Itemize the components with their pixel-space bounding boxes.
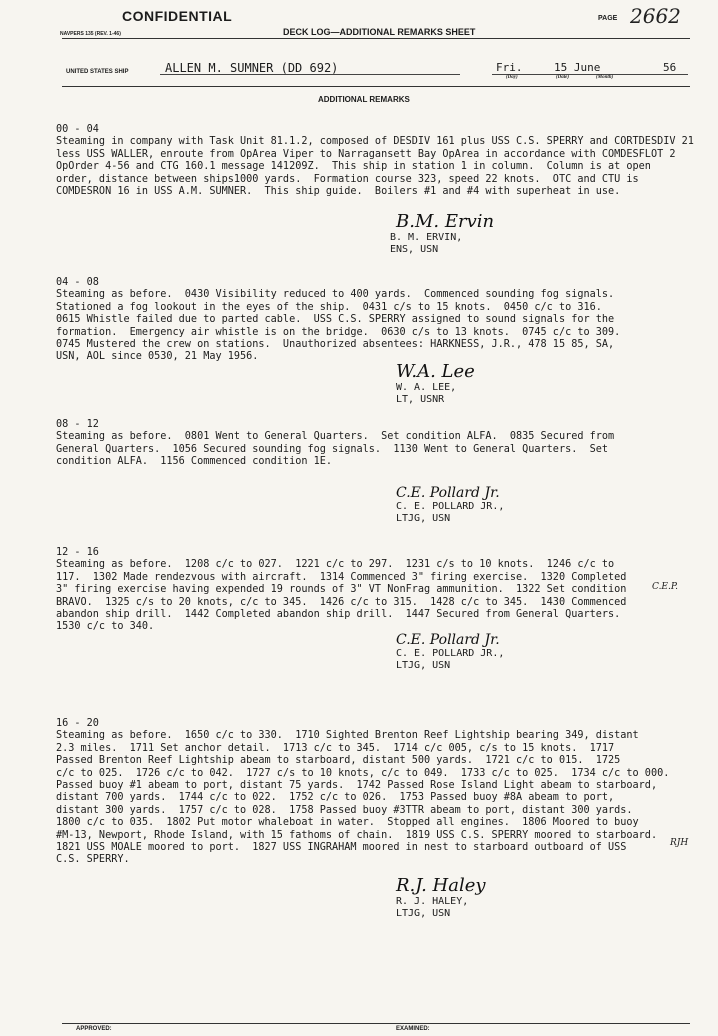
remark-line: Passed buoy #1 abeam to port, distant 75 yards. 1742 Passed Rose Island Light abeam to starboard, xyxy=(56,780,658,792)
page-number: 2662 xyxy=(630,4,681,28)
month-caption: (Month) xyxy=(596,75,614,80)
form-id: NAVPERS 135 (REV. 1-46) xyxy=(60,31,121,37)
log-date: 15 June xyxy=(554,61,601,74)
remark-line: Stationed a fog lookout in the eyes of the ship. 0431 c/s to 15 knots. 0450 c/c to 316. xyxy=(56,301,602,313)
remark-line: c/c to 025. 1726 c/c to 042. 1727 c/s to 10 knots, c/c to 049. 1733 c/c to 025. 1734 c/c to 000. xyxy=(56,767,670,779)
log-year: 56 xyxy=(663,61,677,74)
remark-line: Steaming as before. 0801 Went to General Quarters. Set condition ALFA. 0835 Secured from xyxy=(56,431,615,443)
remark-line: distant 700 yards. 1744 c/c to 022. 1752 c/c to 026. 1753 Passed buoy #8A abeam to port, xyxy=(56,792,615,804)
confidential-marking: CONFIDENTIAL xyxy=(122,8,233,24)
remark-line: distant 300 yards. 1757 c/c to 028. 1758 Passed buoy #3TTR abeam to port, distant 300 yards. xyxy=(56,804,633,816)
footer-rule xyxy=(62,1023,690,1024)
signer-rank: LT, USNR xyxy=(396,394,445,405)
log-entry-04-08 xyxy=(56,277,696,364)
ship-rule xyxy=(62,86,690,87)
watch-period: 04 - 08 xyxy=(56,277,99,288)
remark-line: Steaming as before. 0430 Visibility reduced to 400 yards. Commenced sounding fog signals. xyxy=(56,289,615,301)
page-label: PAGE xyxy=(598,15,618,22)
remark-line: 1530 c/c to 340. xyxy=(56,621,155,633)
remark-line: 1800 c/c to 035. 1802 Put motor whaleboat in water. Stopped all engines. 1806 Moored to buoy xyxy=(56,817,639,829)
remark-line: 2.3 miles. 1711 Set anchor detail. 1713 c/c to 345. 1714 c/c 005, c/s to 15 knots. 1717 xyxy=(56,742,615,754)
signature-block xyxy=(396,362,475,406)
remark-line: #M-13, Newport, Rhode Island, with 15 fathoms of chain. 1819 USS C.S. SPERRY moored to starboard. xyxy=(56,829,658,841)
day-caption: (Day) xyxy=(506,75,518,80)
handwritten-signature: R.J. Haley xyxy=(396,875,486,896)
remark-line: Steaming as before. 1208 c/c to 027. 1221 c/c to 297. 1231 c/s to 10 knots. 1246 c/c to xyxy=(56,559,615,571)
remark-line: 1821 USS MOALE moored to port. 1827 USS INGRAHAM moored in nest to starboard outboard of USS xyxy=(56,842,627,854)
remark-line: Passed Brenton Reef Lightship abeam to starboard, distant 500 yards. 1721 c/c to 015. 1725 xyxy=(56,755,621,767)
handwritten-signature: W.A. Lee xyxy=(396,361,475,382)
signer-rank: ENS, USN xyxy=(390,244,439,255)
handwritten-signature: B.M. Ervin xyxy=(396,211,495,232)
approved-label: APPROVED: xyxy=(76,1026,112,1032)
signer-name: C. E. POLLARD JR., xyxy=(396,648,505,659)
remark-line: 3" firing exercise having expended 19 rounds of 3" VT NonFrag ammunition. 1322 Set condition xyxy=(56,584,627,596)
date-underline xyxy=(492,74,688,75)
remarks-title: ADDITIONAL REMARKS xyxy=(318,95,410,104)
ship-label: UNITED STATES SHIP xyxy=(66,69,129,75)
log-entry-00-04 xyxy=(56,124,696,198)
signature-block xyxy=(390,212,494,256)
remark-line: 0615 Whistle failed due to parted cable. USS C.S. SPERRY assigned to sound signals for the xyxy=(56,314,615,326)
signature-block xyxy=(396,876,486,920)
signer-name: W. A. LEE, xyxy=(396,382,457,393)
remark-line: abandon ship drill. 1442 Completed abandon ship drill. 1447 Secured from General Quarters. xyxy=(56,609,621,621)
remark-line: COMDESRON 16 in USS A.M. SUMNER. This ship guide. Boilers #1 and #4 with superheat in use. xyxy=(56,186,621,198)
watch-period: 16 - 20 xyxy=(56,718,99,729)
watch-period: 12 - 16 xyxy=(56,547,99,558)
signer-name: C. E. POLLARD JR., xyxy=(396,501,505,512)
date-caption: (Date) xyxy=(556,75,570,80)
signer-rank: LTJG, USN xyxy=(396,908,451,919)
log-entry-16-20 xyxy=(56,718,696,867)
remark-line: 0745 Mustered the crew on stations. Unauthorized absentees: HARKNESS, J.R., 478 15 85, SA, xyxy=(56,339,615,351)
remark-line: order, distance between ships1000 yards. Formation course 323, speed 22 knots. OTC and CTU is xyxy=(56,173,639,185)
handwritten-signature: C.E. Pollard Jr. xyxy=(396,632,500,648)
log-entry-12-16 xyxy=(56,547,696,634)
signer-rank: LTJG, USN xyxy=(396,660,451,671)
margin-initials: C.E.P. xyxy=(652,582,678,592)
remark-line: BRAVO. 1325 c/s to 20 knots, c/c to 345. 1426 c/c to 315. 1428 c/c to 345. 1430 Commenced xyxy=(56,596,627,608)
log-day: Fri. xyxy=(496,61,523,74)
header-rule xyxy=(62,38,690,39)
remark-line: 117. 1302 Made rendezvous with aircraft. 1314 Commenced 3" firing exercise. 1320 Completed xyxy=(56,571,627,583)
remark-line: formation. Emergency air whistle is on the bridge. 0630 c/s to 13 knots. 0745 c/c to 309. xyxy=(56,326,621,338)
sheet-title: DECK LOG—ADDITIONAL REMARKS SHEET xyxy=(283,27,476,37)
signer-name: B. M. ERVIN, xyxy=(390,232,463,243)
remark-line: USN, AOL since 0530, 21 May 1956. xyxy=(56,351,259,363)
remark-line: General Quarters. 1056 Secured sounding fog signals. 1130 Went to General Quarters. Set xyxy=(56,443,609,455)
remark-line: C.S. SPERRY. xyxy=(56,854,130,866)
signature-block xyxy=(396,485,504,525)
ship-name: ALLEN M. SUMNER (DD 692) xyxy=(165,61,339,75)
signer-name: R. J. HALEY, xyxy=(396,896,469,907)
watch-period: 08 - 12 xyxy=(56,419,99,430)
remark-line: condition ALFA. 1156 Commenced condition 1E. xyxy=(56,456,333,468)
remark-line: less USS WALLER, enroute from OpArea Viper to Narragansett Bay OpArea in accordance with COMDESFLOT 2 xyxy=(56,148,676,160)
signer-rank: LTJG, USN xyxy=(396,513,451,524)
ship-underline xyxy=(160,74,460,75)
handwritten-signature: C.E. Pollard Jr. xyxy=(396,485,500,501)
log-entry-08-12 xyxy=(56,419,696,469)
remark-line: OpOrder 4-56 and CTG 160.1 message 141209Z. This ship in station 1 in column. Column is at open xyxy=(56,161,651,173)
watch-period: 00 - 04 xyxy=(56,124,99,135)
examined-label: EXAMINED: xyxy=(396,1026,430,1032)
signature-block xyxy=(396,632,504,672)
margin-initials: RJH xyxy=(670,838,689,848)
remark-line: Steaming as before. 1650 c/c to 330. 1710 Sighted Brenton Reef Lightship bearing 349, distant xyxy=(56,730,639,742)
remark-line: Steaming in company with Task Unit 81.1.2, composed of DESDIV 161 plus USS C.S. SPERRY and CORTDESDIV 21 xyxy=(56,136,694,148)
